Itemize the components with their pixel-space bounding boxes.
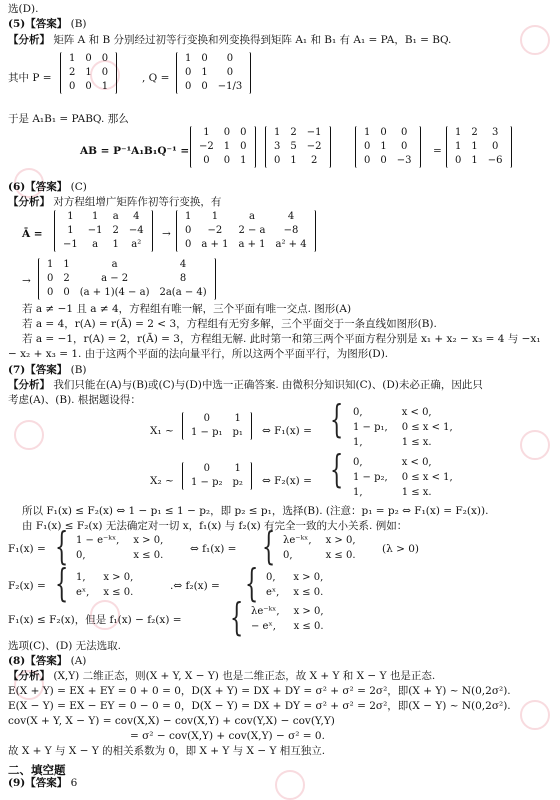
matrix-cell: p₂	[232, 477, 243, 488]
cases-Ef2	[258, 569, 331, 601]
matrix-cell: 1	[364, 127, 371, 138]
brace: {	[262, 524, 276, 568]
matrix-cell: 0	[240, 127, 247, 138]
matrix-cell: 1	[455, 127, 462, 138]
cases-cell: 1 − p₂,	[353, 472, 388, 483]
matrix-cell: 0	[47, 287, 54, 298]
matrix-cell: 1	[455, 141, 462, 152]
line-24: 选项(C)、(D) 无法选取.	[8, 640, 122, 652]
matrix-cell: 2	[471, 127, 478, 138]
matrix-a1b1	[265, 126, 331, 168]
matrix-cell: 1	[85, 67, 92, 78]
line-16: 考虑(A)、(B). 根据题设得：	[8, 394, 141, 406]
cases-cell: eˣ,	[76, 587, 90, 598]
brace: {	[55, 524, 69, 568]
matrix-row	[269, 154, 327, 168]
matrix-cell: 3	[274, 141, 281, 152]
cases-row	[277, 549, 362, 562]
watermark-logo	[275, 770, 305, 800]
matrix-cell: 2 − a	[238, 225, 266, 236]
matrix-cell: 1	[69, 53, 76, 64]
answer-value: (C)	[70, 181, 87, 193]
matrix-cell: 3	[491, 127, 499, 138]
line-30: = σ² − cov(X,Y) + cov(X,Y) − σ² = 0.	[130, 730, 325, 742]
line-1: 选(D).	[8, 3, 39, 15]
analysis-tag: 【分析】	[8, 196, 50, 208]
cases-row	[347, 486, 459, 499]
line-5: 于是 A₁B₁ = PABQ. 那么	[8, 113, 129, 125]
cases-cell: x > 0,	[293, 572, 324, 583]
matrix-result	[446, 126, 512, 168]
matrix-cell: 0	[203, 155, 210, 166]
brace: {	[55, 561, 69, 605]
matrix-cell: 1	[101, 81, 109, 92]
matrix-row	[180, 80, 247, 94]
cases-cell: 0,	[353, 407, 363, 418]
cases-cell: 0,	[353, 457, 363, 468]
answer-value: (B)	[70, 18, 87, 30]
matrix-X2	[182, 462, 252, 490]
matrix-cell: −2	[306, 141, 322, 152]
matrix-cell: 4	[287, 211, 295, 222]
cases-cell: 1,	[353, 437, 363, 448]
matrix-cell: 0	[185, 67, 192, 78]
matrix-cell: a + 1	[238, 239, 266, 250]
analysis-text: 对方程组增广矩阵作初等行变换，有	[53, 196, 222, 208]
matrix-cell: 0	[69, 81, 76, 92]
matrix-cell: 0	[223, 127, 231, 138]
matrix-row	[42, 286, 212, 300]
cases-cell: x ≤ 0.	[133, 550, 164, 561]
x1-label: X₁ ~	[150, 425, 174, 437]
matrix-cell: a² + 4	[275, 239, 307, 250]
matrix-row	[450, 140, 508, 154]
matrix-row	[359, 126, 417, 140]
matrix-cell: 4	[179, 259, 187, 270]
line-q-lead: , Q =	[142, 72, 170, 84]
matrix-cell: a	[111, 259, 118, 270]
cases-cell: 0,	[76, 550, 86, 561]
matrix-cell: 1	[240, 155, 247, 166]
cases-cell: eˣ,	[266, 587, 280, 598]
watermark-logo	[520, 430, 550, 460]
answer-9	[8, 777, 77, 790]
answer-value: 6	[70, 777, 78, 789]
matrix-cell: 0	[226, 67, 234, 78]
matrix-cell: 0	[400, 127, 408, 138]
matrix-cell: 0	[400, 141, 408, 152]
cases-diff	[243, 603, 332, 635]
matrix-cell: 0	[101, 67, 109, 78]
answer-value: (B)	[70, 364, 87, 376]
brace: {	[230, 595, 244, 639]
matrix-Q	[176, 52, 251, 94]
matrix-cell: 5	[290, 141, 297, 152]
f1-def: ⇔ F₁(x) =	[262, 425, 312, 437]
cases-row	[70, 586, 139, 599]
cases-cell: x > 0,	[325, 535, 356, 546]
matrix-cell: 0	[203, 413, 210, 424]
matrix-cell: 0	[455, 155, 462, 166]
matrix-cell: 0	[380, 127, 387, 138]
matrix-cell: 8	[179, 273, 187, 284]
cases-EF1	[68, 532, 171, 564]
cases-cell: x < 0,	[401, 457, 432, 468]
line-23: F₁(x) ≤ F₂(x)，但是 f₁(x) − f₂(x) =	[8, 614, 182, 626]
analysis-tag: 【分析】	[8, 670, 50, 682]
matrix-cell: 2	[112, 225, 119, 236]
line-20: 由 F₁(x) ≤ F₂(x) 无法确定对一切 x，f₁(x) 与 f₂(x) 有完全一致的大小关系. 例如：	[22, 520, 408, 532]
analysis-8	[8, 670, 435, 683]
answer-value: (A)	[70, 655, 87, 667]
analysis-5	[8, 34, 451, 47]
matrix-cell: 2	[310, 155, 318, 166]
cases-cell: x ≤ 0.	[325, 550, 356, 561]
line-28: E(X − Y) = EX − EY = 0 − 0 = 0，D(X − Y) = DX + DY = σ² + σ² = 2σ²，即(X − Y) ~ N(0,2σ²).	[8, 700, 511, 712]
ef2-mid: .⇔ f₂(x) =	[170, 580, 220, 592]
analysis-text: 矩阵 A 和 B 分别经过初等行变换和列变换得到矩阵 A₁ 和 B₁ 有 A₁ = PA，B₁ = BQ.	[53, 34, 452, 46]
matrix-cell: 1	[471, 155, 478, 166]
brace: {	[245, 561, 259, 605]
cases-cell: λe⁻ᵏˣ,	[251, 606, 280, 617]
cases-row	[70, 534, 169, 547]
line-13: − x₂ + x₃ = 1. 由于这两个平面的法向量平行，所以这两个平面平行，为图形(D).	[8, 348, 389, 360]
matrix-cell: −6	[487, 155, 503, 166]
arrow-2: →	[22, 275, 31, 287]
line-27: E(X + Y) = EX + EY = 0 + 0 = 0，D(X + Y) = DX + DY = σ² + σ² = 2σ²，即(X + Y) ~ N(0,2σ²).	[8, 685, 511, 697]
matrix-row	[64, 52, 113, 66]
matrix-cell: 0	[364, 141, 371, 152]
matrix-row	[180, 224, 312, 238]
matrix-cell: −1	[87, 225, 103, 236]
matrix-cell: 1	[185, 211, 192, 222]
matrix-cell: 1	[201, 67, 208, 78]
cases-row	[70, 549, 169, 562]
matrix-cell: a²	[131, 239, 142, 250]
cases-cell: 0 ≤ x < 1,	[401, 472, 453, 483]
matrix-cell: 2	[69, 67, 76, 78]
matrix-cell: 4	[133, 211, 140, 222]
matrix-cell: −2	[207, 225, 223, 236]
matrix-cell: 1	[471, 141, 478, 152]
cases-row	[70, 571, 139, 584]
x2-label: X₂ ~	[150, 475, 174, 487]
line-11: 若 a = 4，r(A) = r(Ā) = 2 < 3，方程组有无穷多解，三个平面交于一条直线如图形(B).	[22, 318, 437, 330]
matrix-row	[269, 140, 327, 154]
matrix-cell: a + 1	[201, 239, 229, 250]
cases-F2	[345, 454, 461, 501]
cases-cell: x > 0,	[103, 572, 134, 583]
cases-row	[245, 605, 330, 618]
matrix-cell: 0	[185, 81, 192, 92]
cases-cell: 1 − e⁻ᵏˣ,	[76, 535, 120, 546]
ef2-label: F₂(x) =	[8, 580, 46, 592]
cases-cell: 1,	[353, 487, 363, 498]
matrix-cell: −1	[306, 127, 322, 138]
answer-tag: (6)【答案】	[8, 181, 68, 193]
matrix-augmented-3	[38, 258, 216, 300]
line-19: 所以 F₁(x) ≤ F₂(x) ⇔ 1 − p₁ ≤ 1 − p₂，即 p₂ ≤ p₁，选择(B). (注意：p₁ = p₂ ⇔ F₁(x) = F₂(x)).	[22, 505, 489, 517]
analysis-tag: 【分析】	[8, 34, 50, 46]
matrix-cell: 0	[85, 53, 92, 64]
cases-Ef1	[275, 532, 364, 564]
line-12: 若 a = −1，r(A) = 2，r(Ā) = 3，方程组无解. 此时第一和第三两个平面方程分别是 x₁ + x₂ − x₃ = 4 与 −x₁	[22, 333, 541, 345]
matrix-cell: 1	[112, 239, 119, 250]
matrix-row	[359, 140, 417, 154]
matrix-cell: 1	[185, 53, 192, 64]
cases-row	[347, 406, 459, 419]
line-p-lead: 其中 P =	[8, 72, 52, 84]
matrix-cell: 1	[67, 211, 74, 222]
matrix-row	[42, 258, 212, 272]
matrix-cell: 0	[274, 155, 281, 166]
matrix-augmented-1	[54, 210, 153, 252]
cases-cell: 0,	[266, 572, 276, 583]
matrix-cell: a	[248, 211, 255, 222]
matrix-row	[42, 272, 212, 286]
brace: {	[330, 397, 344, 441]
cases-cell: x ≤ 0.	[293, 587, 324, 598]
answer-8	[8, 655, 86, 668]
matrix-inverse-q	[355, 126, 421, 168]
matrix-row	[58, 238, 149, 252]
equals-sign: =	[433, 145, 442, 157]
lambda-note: (λ > 0)	[382, 543, 420, 555]
matrix-cell: p₁	[232, 427, 243, 438]
answer-tag: (8)【答案】	[8, 655, 68, 667]
line-29: cov(X + Y, X − Y) = cov(X,X) − cov(X,Y) + cov(Y,X) − cov(Y,Y)	[8, 715, 335, 727]
matrix-cell: 2	[290, 127, 297, 138]
ef1-mid: ⇔ f₁(x) =	[190, 543, 237, 555]
cases-cell: x > 0,	[133, 535, 164, 546]
cases-row	[245, 620, 330, 633]
cases-cell: 1,	[76, 572, 86, 583]
matrix-cell: (a + 1)(4 − a)	[79, 287, 150, 298]
matrix-cell: 1 − p₁	[191, 427, 223, 438]
matrix-row	[64, 66, 113, 80]
answer-tag: (5)【答案】	[8, 18, 68, 30]
matrix-cell: −8	[283, 225, 299, 236]
matrix-row	[180, 66, 247, 80]
cases-cell: λe⁻ᵏˣ,	[283, 535, 312, 546]
matrix-row	[58, 224, 149, 238]
matrix-cell: 0	[85, 81, 92, 92]
cases-row	[277, 534, 362, 547]
matrix-cell: 0	[203, 463, 210, 474]
matrix-augmented-2	[176, 210, 316, 252]
matrix-row	[58, 210, 149, 224]
ef1-label: F₁(x) =	[8, 543, 46, 555]
matrix-X1	[182, 412, 252, 440]
cases-EF2	[68, 569, 141, 601]
cases-cell: − eˣ,	[251, 621, 276, 632]
analysis-6	[8, 196, 221, 209]
matrix-row	[269, 126, 327, 140]
matrix-cell: 2	[63, 273, 70, 284]
matrix-cell: 0	[223, 155, 231, 166]
answer-tag: (7)【答案】	[8, 364, 68, 376]
analysis-tag: 【分析】	[8, 379, 50, 391]
matrix-row	[180, 238, 312, 252]
line-10: 若 a ≠ −1 且 a ≠ 4，方程组有唯一解，三个平面有唯一交点. 图形(A)	[22, 303, 352, 315]
matrix-row	[186, 412, 248, 426]
cases-row	[347, 471, 459, 484]
matrix-cell: 0	[101, 53, 109, 64]
watermark-logo	[520, 25, 550, 55]
matrix-cell: 1	[203, 127, 210, 138]
matrix-cell: 1 − p₂	[191, 477, 223, 488]
matrix-cell: 0	[201, 81, 208, 92]
matrix-row	[64, 80, 113, 94]
matrix-row	[450, 154, 508, 168]
matrix-row	[194, 126, 252, 140]
matrix-row	[194, 140, 252, 154]
matrix-cell: 1	[380, 141, 387, 152]
matrix-row	[180, 210, 312, 224]
cases-F1	[345, 404, 461, 451]
cases-cell: x > 0,	[293, 606, 324, 617]
matrix-cell: 1	[234, 463, 241, 474]
matrix-cell: 1	[91, 211, 99, 222]
line-31: 故 X + Y 与 X − Y 的相关系数为 0，即 X + Y 与 X − Y 相互独立.	[8, 745, 326, 757]
analysis-text: 我们只能在(A)与(B)或(C)与(D)中选一正确答案. 由微积分知识知(C)、(D)未必正确，因此只	[53, 379, 483, 391]
matrix-cell: 1	[274, 127, 281, 138]
matrix-cell: 0	[63, 287, 70, 298]
cases-row	[347, 436, 459, 449]
arrow-1: →	[162, 228, 171, 240]
matrix-cell: 0	[226, 53, 234, 64]
matrix-P	[60, 52, 117, 94]
matrix-row	[450, 126, 508, 140]
analysis-text: (X,Y) 二维正态，则(X + Y, X − Y) 也是二维正态，故 X + Y 和 X − Y 也是正态.	[53, 670, 436, 682]
cases-row	[347, 421, 459, 434]
matrix-cell: 1	[211, 211, 219, 222]
matrix-cell: −1	[63, 239, 78, 250]
answer-tag: (9)【答案】	[8, 777, 68, 789]
matrix-cell: 1	[290, 155, 297, 166]
cases-cell: x ≤ 0.	[293, 621, 324, 632]
ab-lhs: AB = P⁻¹A₁B₁Q⁻¹ =	[80, 145, 190, 157]
matrix-cell: 0	[380, 155, 387, 166]
analysis-7	[8, 379, 483, 392]
cases-cell: x < 0,	[401, 407, 432, 418]
matrix-cell: −2	[199, 141, 214, 152]
f2-def: ⇔ F₂(x) =	[262, 475, 312, 487]
matrix-row	[186, 426, 248, 440]
answer-7	[8, 364, 87, 377]
matrix-cell: 0	[185, 239, 192, 250]
answer-5	[8, 18, 87, 31]
matrix-cell: 0	[201, 53, 208, 64]
cases-cell: 1 − p₁,	[353, 422, 388, 433]
section-heading: 二、填空题	[8, 763, 66, 777]
matrix-cell: 0	[240, 141, 247, 152]
matrix-cell: 0	[47, 273, 54, 284]
matrix-cell: −4	[128, 225, 144, 236]
cases-cell: 1 ≤ x.	[401, 437, 432, 448]
matrix-cell: 0	[185, 225, 192, 236]
cases-cell: 0 ≤ x < 1,	[401, 422, 453, 433]
answer-6	[8, 181, 87, 194]
watermark-logo	[14, 420, 44, 450]
matrix-row	[186, 462, 248, 476]
matrix-inverse-p	[190, 126, 256, 168]
matrix-cell: a	[112, 211, 119, 222]
augmented-label: Ā =	[22, 228, 43, 240]
matrix-row	[194, 154, 252, 168]
matrix-cell: 1	[223, 141, 231, 152]
watermark-logo	[520, 700, 550, 730]
matrix-cell: a	[92, 239, 99, 250]
matrix-cell: −3	[396, 155, 412, 166]
matrix-row	[359, 154, 417, 168]
matrix-cell: 1	[63, 259, 70, 270]
matrix-row	[180, 52, 247, 66]
matrix-cell: 1	[234, 413, 241, 424]
brace: {	[330, 447, 344, 491]
matrix-cell: 1	[67, 225, 74, 236]
cases-row	[260, 586, 329, 599]
matrix-cell: a − 2	[101, 273, 129, 284]
matrix-cell: 1	[47, 259, 54, 270]
matrix-cell: 0	[491, 141, 499, 152]
matrix-cell: 2a(a − 4)	[159, 287, 207, 298]
cases-row	[347, 456, 459, 469]
cases-cell: x ≤ 0.	[103, 587, 134, 598]
matrix-cell: −1/3	[217, 81, 243, 92]
cases-cell: 0,	[283, 550, 293, 561]
cases-row	[260, 571, 329, 584]
cases-cell: 1 ≤ x.	[401, 487, 432, 498]
matrix-cell: 0	[364, 155, 371, 166]
matrix-row	[186, 476, 248, 490]
